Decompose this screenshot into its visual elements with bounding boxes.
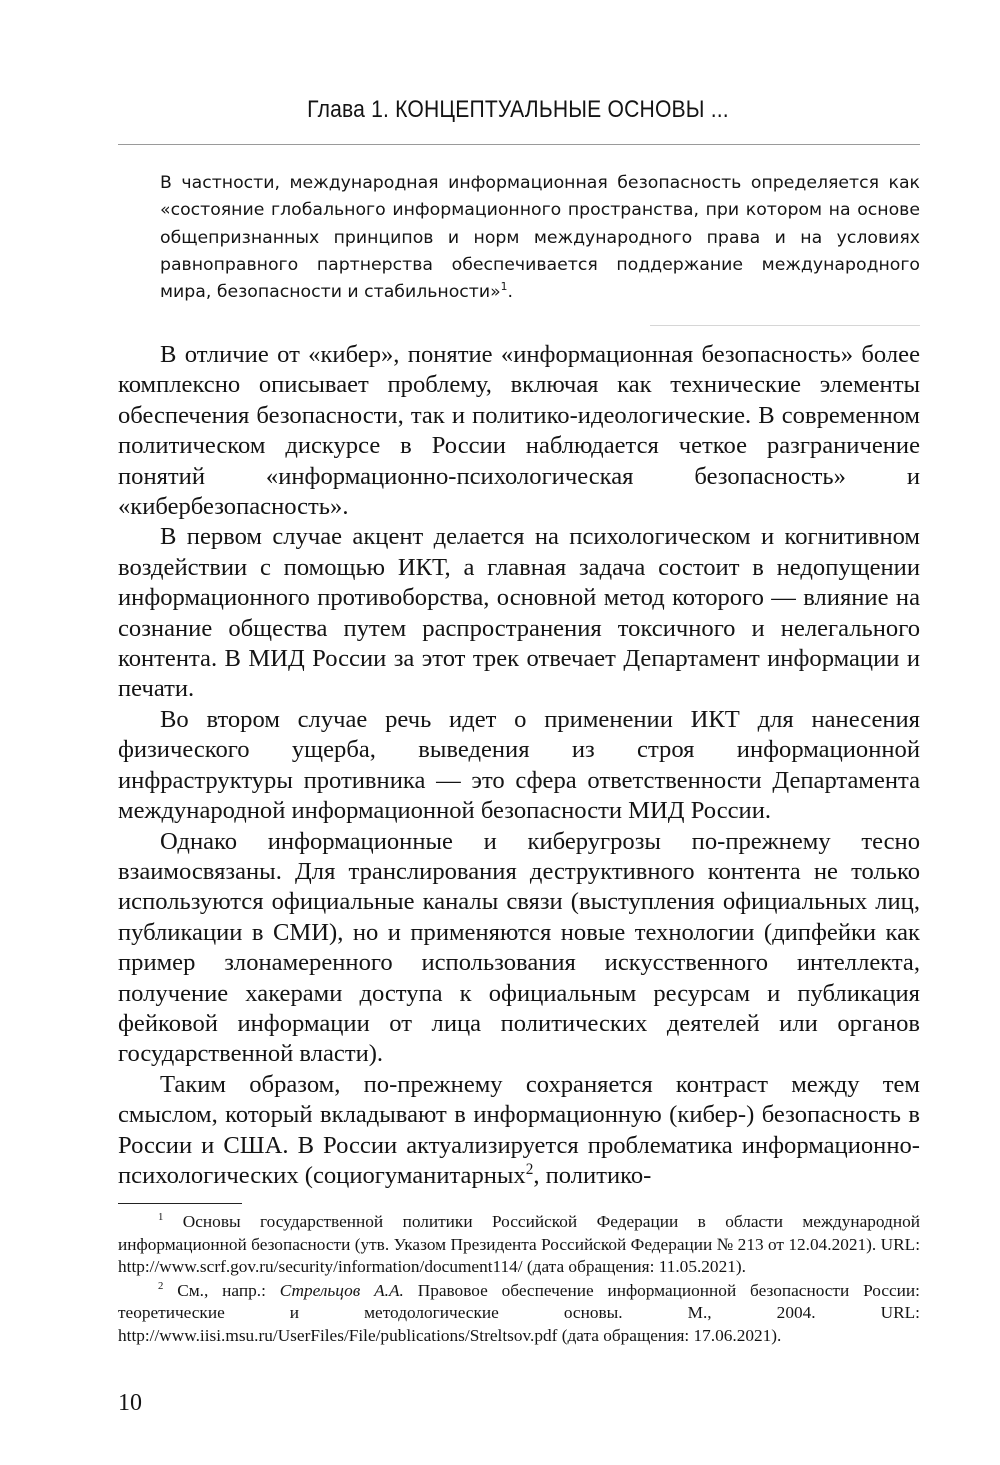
- paragraph-5-start: Таким образом, по-прежнему сохраняется контраст между тем смыслом, который вкладывают в информационную (кибер-) безопасность в России и США. В России актуализируется проблематика информационно-психологических (социогуманитарных: [118, 1070, 920, 1189]
- footnote-2-text: Правовое обеспечение информационной безопасности России: теоретические и методологические основы. М., 2004. URL: http://www.iisi.msu.ru/UserFiles/File/publications/Streltsov.pdf (дата обращения: 17.06.2021).: [118, 1280, 920, 1345]
- page-number: 10: [118, 1390, 142, 1416]
- running-head: Глава 1. КОНЦЕПТУАЛЬНЫЕ ОСНОВЫ ...: [307, 96, 729, 123]
- footnote-2-prefix: См., напр.:: [177, 1280, 280, 1300]
- header-rule: [118, 144, 920, 145]
- footnote-2-author: Стрельцов А.А.: [279, 1280, 404, 1300]
- footnotes: [118, 1211, 920, 1349]
- paragraph-5: [118, 1070, 920, 1192]
- quote-rule: [650, 325, 920, 326]
- paragraph-3: Во втором случае речь идет о применении ИКТ для нанесения физического ущерба, выведения из строя информационной инфраструктуры противника — это сфера ответственности Департамента международной информационной безопасности МИД России.: [118, 705, 920, 825]
- paragraph-4: Однако информационные и киберугрозы по-прежнему тесно взаимосвязаны. Для транслирования деструктивного контента не только используются официальные каналы связи (выступления официальных лиц, публикации в СМИ), но и применяются новые технологии (дипфейки как пример злонамеренного использования искусственного интеллекта, получение хакерами доступа к официальным ресурсам и публикация фейковой информации от лица политических деятелей или органов государственной власти).: [118, 827, 920, 1068]
- paragraph-2: В первом случае акцент делается на психологическом и когнитивном воздействии с помощью ИКТ, а главная задача состоит в недопущении информационного противоборства, основной метод которого — влияние на сознание общества путем распространения токсичного и нелегального контента. В МИД России за этот трек отвечает Департамент информации и печати.: [118, 523, 920, 703]
- footnote-1: [118, 1211, 920, 1279]
- footnote-ref-2[interactable]: 2: [525, 1160, 534, 1178]
- footnote-2-number: 2: [158, 1280, 164, 1293]
- footnote-1-text: Основы государственной политики Российской Федерации в области международной информационной безопасности (утв. Указом Президента Российской Федерации № 213 от 12.04.2021). URL: http://www.scrf.gov.ru/security/information/document114/ (дата обращения: 11.05.2021).: [118, 1212, 920, 1277]
- footnote-2: [118, 1280, 920, 1348]
- definition-quote: [160, 170, 920, 306]
- footnote-ref-1[interactable]: 1: [500, 280, 508, 294]
- quote-text: В частности, международная информационная безопасность определяется как «состояние глобального информационного пространства, при котором на основе общепризнанных принципов и норм международного права и на условиях равноправного партнерства обеспечивается поддержание международного мира, безопасности и стабильности»: [160, 173, 920, 303]
- quote-end: .: [507, 282, 513, 303]
- main-text: [118, 340, 920, 1191]
- paragraph-5-end: , политико-: [533, 1161, 652, 1189]
- footnote-separator: [118, 1203, 242, 1204]
- paragraph-1: В отличие от «кибер», понятие «информационная безопасность» более комплексно описывает проблему, включая как технические элементы обеспечения безопасности, так и политико-идеологические. В современном политическом дискурсе в России наблюдается четкое разграничение понятий «информационно-психологическая безопасность» и «кибербезопасность».: [118, 341, 920, 521]
- footnote-1-number: 1: [158, 1211, 164, 1224]
